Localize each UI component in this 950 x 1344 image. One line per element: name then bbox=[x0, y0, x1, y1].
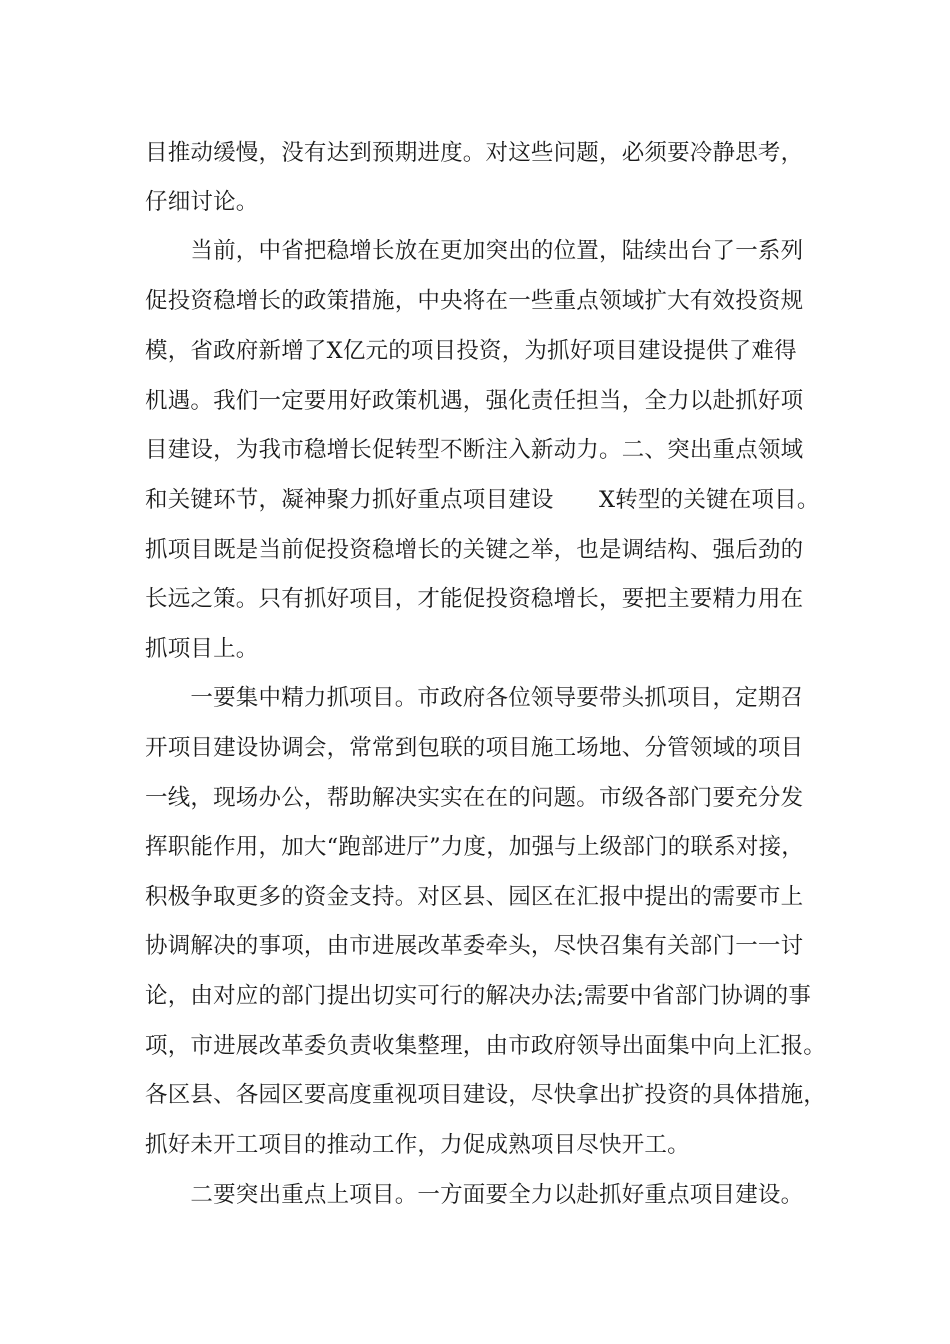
text-line: 二要突出重点上项目。一方面要全力以赴抓好重点项目建设。 bbox=[145, 1182, 804, 1208]
text-line: 当前，中省把稳增长放在更加突出的位置，陆续出台了一系列 bbox=[145, 238, 804, 264]
text-line: 机遇。我们一定要用好政策机遇，强化责任担当，全力以赴抓好项 bbox=[145, 388, 804, 414]
text-line: 积极争取更多的资金支持。对区县、园区在汇报中提出的需要市上 bbox=[145, 884, 804, 910]
text-line: 挥职能作用，加大“跑部进厅”力度，加强与上级部门的联系对接， bbox=[145, 834, 805, 860]
text-line: 目推动缓慢，没有达到预期进度。对这些问题，必须要冷静思考， bbox=[145, 140, 804, 166]
text-line: 抓好未开工项目的推动工作，力促成熟项目尽快开工。 bbox=[145, 1132, 690, 1158]
text-line: 一线，现场办公，帮助解决实实在在的问题。市级各部门要充分发 bbox=[145, 785, 804, 811]
text-line: 抓项目既是当前促投资稳增长的关键之举，也是调结构、强后劲的 bbox=[145, 537, 804, 563]
text-line: 抓项目上。 bbox=[145, 636, 259, 662]
text-line: 促投资稳增长的政策措施，中央将在一些重点领域扩大有效投资规 bbox=[145, 288, 804, 314]
text-line: 模，省政府新增了X亿元的项目投资，为抓好项目建设提供了难得 bbox=[145, 338, 797, 364]
text-line: 开项目建设协调会，常常到包联的项目施工场地、分管领域的项目 bbox=[145, 735, 804, 761]
text-line: 项，市进展改革委负责收集整理，由市政府领导出面集中向上汇报。 bbox=[145, 1033, 827, 1059]
text-line: 一要集中精力抓项目。市政府各位领导要带头抓项目，定期召 bbox=[145, 685, 804, 711]
text-line: 目建设，为我市稳增长促转型不断注入新动力。二、突出重点领域 bbox=[145, 437, 804, 463]
text-line: 论，由对应的部门提出切实可行的解决办法;需要中省部门协调的事 bbox=[145, 983, 812, 1009]
text-line: 协调解决的事项，由市进展改革委牵头，尽快召集有关部门一一讨 bbox=[145, 933, 804, 959]
text-line: 和关键环节，凝神聚力抓好重点项目建设 X转型的关键在项目。 bbox=[145, 487, 820, 513]
text-line: 长远之策。只有抓好项目，才能促投资稳增长，要把主要精力用在 bbox=[145, 586, 804, 612]
text-line: 仔细讨论。 bbox=[145, 189, 259, 215]
text-line: 各区县、各园区要高度重视项目建设，尽快拿出扩投资的具体措施， bbox=[145, 1082, 827, 1108]
